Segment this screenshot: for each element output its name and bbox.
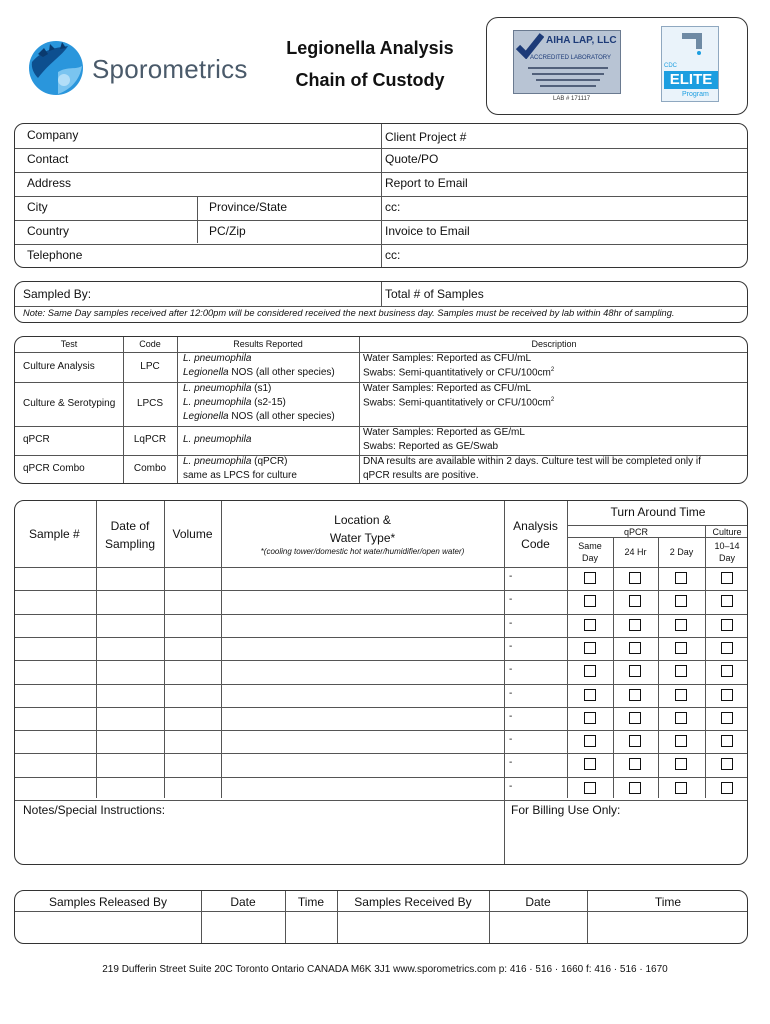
sample-table xyxy=(14,500,748,865)
sample-row[interactable] xyxy=(15,730,747,753)
receive-time-field[interactable] xyxy=(588,912,748,944)
2day-checkbox[interactable] xyxy=(675,619,687,631)
analysis-code-dash: - xyxy=(509,687,513,699)
release-table xyxy=(14,890,748,944)
24hr-checkbox[interactable] xyxy=(629,712,641,724)
24hr-checkbox[interactable] xyxy=(629,782,641,794)
address-label[interactable]: Address xyxy=(27,176,72,190)
10-14-day-checkbox[interactable] xyxy=(721,712,733,724)
sporometrics-logo xyxy=(24,36,248,98)
24hr-checkbox[interactable] xyxy=(629,619,641,631)
col-results-header: Results Reported xyxy=(233,339,303,349)
sample-row[interactable] xyxy=(15,684,747,707)
24hr-checkbox[interactable] xyxy=(629,595,641,607)
same-day-checkbox[interactable] xyxy=(584,619,596,631)
client-info-box xyxy=(14,123,748,268)
sample-row[interactable] xyxy=(15,590,747,613)
province-label[interactable]: Province/State xyxy=(209,200,288,214)
logo-sphere-icon xyxy=(24,36,88,98)
brand-name: Sporometrics xyxy=(92,54,248,84)
test-serotyping-desc1: Water Samples: Reported as CFU/mL xyxy=(363,383,532,394)
footer-address: 219 Dufferin Street Suite 20C Toronto Ontario CANADA M6K 3J1 www.sporometrics.com p: 416 · 516 · 1660 f: 416 · 516 · 1670 xyxy=(102,964,668,975)
elite-main: ELITE xyxy=(664,71,718,89)
col-test-header: Test xyxy=(60,339,78,349)
col-description-header: Description xyxy=(531,339,577,349)
release-time-label: Time xyxy=(297,895,325,909)
test-culture-code: LPC xyxy=(140,361,160,372)
aiha-badge xyxy=(513,30,621,94)
col-same-day-line2: Day xyxy=(581,553,598,563)
col-qpcr-group: qPCR xyxy=(623,527,648,537)
sampling-note: Note: Same Day samples received after 12:00pm will be considered received the next business day. Samples must be received by lab within 48hr of sampling. xyxy=(23,308,675,318)
test-combo-name: qPCR Combo xyxy=(23,463,85,474)
analysis-code-dash: - xyxy=(509,594,513,606)
same-day-checkbox[interactable] xyxy=(584,689,596,701)
receive-time-label: Time xyxy=(654,895,682,909)
form-title-line2: Chain of Custody xyxy=(295,70,445,90)
24hr-checkbox[interactable] xyxy=(629,735,641,747)
test-serotyping-desc2: Swabs: Semi-quantitatively or CFU/$100cm^2$ xyxy=(363,397,555,409)
col-sample-number: Sample # xyxy=(29,527,80,541)
form-title-line1: Legionella Analysis xyxy=(286,38,454,58)
test-culture-desc2: Swabs: Semi-quantitatively or CFU/$100cm^2$ xyxy=(363,367,555,379)
elite-badge xyxy=(661,26,719,102)
test-combo-desc2: qPCR results are positive. xyxy=(363,470,479,481)
test-culture-result1: L. pneumophila xyxy=(183,353,252,364)
zip-label[interactable]: PC/Zip xyxy=(209,224,246,238)
col-location-line1: Location & xyxy=(334,513,391,527)
analysis-code-dash: - xyxy=(509,780,513,792)
notes-label[interactable]: Notes/Special Instructions: xyxy=(23,803,166,817)
2day-checkbox[interactable] xyxy=(675,665,687,677)
received-by-label: Samples Received By xyxy=(354,895,472,909)
sample-rows xyxy=(15,567,747,800)
sample-row[interactable] xyxy=(15,660,747,683)
test-serotyping-code: LPCS xyxy=(136,398,164,409)
same-day-checkbox[interactable] xyxy=(584,665,596,677)
cc1-label[interactable]: cc: xyxy=(385,200,401,214)
col-turnaround-time: Turn Around Time xyxy=(610,505,706,519)
10-14-day-checkbox[interactable] xyxy=(721,735,733,747)
release-time-field[interactable] xyxy=(286,912,337,944)
faucet-icon xyxy=(678,29,706,55)
col-24hr: 24 Hr xyxy=(624,547,647,557)
same-day-checkbox[interactable] xyxy=(584,758,596,770)
report-email-label[interactable]: Report to Email xyxy=(385,176,468,190)
sample-row[interactable] xyxy=(15,614,747,637)
accreditation-box xyxy=(486,17,748,115)
col-analysis-line1: Analysis xyxy=(513,519,558,533)
city-label[interactable]: City xyxy=(27,200,48,214)
sample-row[interactable] xyxy=(15,707,747,730)
analysis-code-dash: - xyxy=(509,734,513,746)
telephone-label[interactable]: Telephone xyxy=(27,248,83,262)
elite-top: CDC xyxy=(664,63,677,69)
24hr-checkbox[interactable] xyxy=(629,665,641,677)
col-analysis-line2: Code xyxy=(521,537,550,551)
10-14-day-checkbox[interactable] xyxy=(721,595,733,607)
test-qpcr-desc2: Swabs: Reported as GE/Swab xyxy=(363,441,499,452)
test-serotyping-result1: L. pneumophila (s1) xyxy=(183,383,272,394)
released-by-label: Samples Released By xyxy=(48,895,168,909)
sampled-by-label[interactable]: Sampled By: xyxy=(23,287,92,301)
sampled-by-box xyxy=(14,281,748,323)
cc2-label[interactable]: cc: xyxy=(385,248,401,262)
same-day-checkbox[interactable] xyxy=(584,712,596,724)
col-code-header: Code xyxy=(139,339,161,349)
2day-checkbox[interactable] xyxy=(675,712,687,724)
aiha-line2: ACCREDITED LABORATORY xyxy=(530,55,612,61)
test-culture-name: Culture Analysis xyxy=(23,361,95,372)
analysis-code-dash: - xyxy=(509,710,513,722)
analysis-code-dash: - xyxy=(509,640,513,652)
release-date-field[interactable] xyxy=(202,912,285,944)
col-1014-line1: 10–14 xyxy=(714,541,740,551)
test-culture-desc1: Water Samples: Reported as CFU/mL xyxy=(363,353,532,364)
quote-label[interactable]: Quote/PO xyxy=(385,152,439,166)
same-day-checkbox[interactable] xyxy=(584,642,596,654)
24hr-checkbox[interactable] xyxy=(629,758,641,770)
10-14-day-checkbox[interactable] xyxy=(721,642,733,654)
col-same-day-line1: Same xyxy=(578,541,602,551)
aiha-lab-id: LAB # 171117 xyxy=(553,96,591,102)
test-qpcr-code: LqPCR xyxy=(133,434,167,445)
receive-date-label: Date xyxy=(525,895,551,909)
col-location-line2: Water Type* xyxy=(329,531,396,545)
sample-row[interactable] xyxy=(15,637,747,660)
same-day-checkbox[interactable] xyxy=(584,735,596,747)
col-culture-group: Culture xyxy=(712,527,742,537)
billing-label: For Billing Use Only: xyxy=(511,803,621,817)
invoice-email-label[interactable]: Invoice to Email xyxy=(385,224,470,238)
company-label[interactable]: Company xyxy=(27,128,79,142)
analysis-code-dash: - xyxy=(509,757,513,769)
test-serotyping-result3: Legionella NOS (all other species) xyxy=(183,411,335,422)
test-qpcr-result1: L. pneumophila xyxy=(183,434,252,445)
2day-checkbox[interactable] xyxy=(675,689,687,701)
10-14-day-checkbox[interactable] xyxy=(721,572,733,584)
test-combo-desc1: DNA results are available within 2 days. Culture test will be completed only if xyxy=(363,456,701,467)
col-2day: 2 Day xyxy=(669,547,694,557)
country-label[interactable]: Country xyxy=(27,224,70,238)
received-by-field[interactable] xyxy=(338,912,489,944)
same-day-checkbox[interactable] xyxy=(584,782,596,794)
sample-row[interactable] xyxy=(15,567,747,590)
test-table xyxy=(14,336,748,484)
analysis-code-dash: - xyxy=(509,664,513,676)
aiha-line1: AIHA LAP, LLC xyxy=(546,35,617,46)
receive-date-field[interactable] xyxy=(490,912,587,944)
release-date-label: Date xyxy=(230,895,256,909)
analysis-code-dash: - xyxy=(509,571,513,582)
released-by-field[interactable] xyxy=(15,912,201,944)
same-day-checkbox[interactable] xyxy=(584,595,596,607)
2day-checkbox[interactable] xyxy=(675,758,687,770)
10-14-day-checkbox[interactable] xyxy=(721,758,733,770)
analysis-code-dash: - xyxy=(509,617,513,629)
client-project-label[interactable]: Client Project # xyxy=(385,130,467,144)
sample-row[interactable] xyxy=(15,777,747,800)
10-14-day-checkbox[interactable] xyxy=(721,782,733,794)
total-samples-label[interactable]: Total # of Samples xyxy=(385,287,484,301)
2day-checkbox[interactable] xyxy=(675,782,687,794)
2day-checkbox[interactable] xyxy=(675,735,687,747)
elite-bottom: Program xyxy=(682,91,709,98)
col-date-line2: Sampling xyxy=(104,537,156,551)
2day-checkbox[interactable] xyxy=(675,642,687,654)
2day-checkbox[interactable] xyxy=(675,595,687,607)
10-14-day-checkbox[interactable] xyxy=(721,689,733,701)
10-14-day-checkbox[interactable] xyxy=(721,619,733,631)
24hr-checkbox[interactable] xyxy=(629,642,641,654)
24hr-checkbox[interactable] xyxy=(629,572,641,584)
24hr-checkbox[interactable] xyxy=(629,689,641,701)
sample-row[interactable] xyxy=(15,753,747,776)
test-combo-result2: same as LPCS for culture xyxy=(183,470,297,481)
test-serotyping-result2: L. pneumophila (s2-15) xyxy=(183,397,286,408)
col-volume: Volume xyxy=(172,527,213,541)
contact-label[interactable]: Contact xyxy=(27,152,69,166)
test-culture-result2: Legionella NOS (all other species) xyxy=(183,367,335,378)
test-qpcr-name: qPCR xyxy=(23,434,50,445)
col-date-line1: Date of xyxy=(110,519,150,533)
same-day-checkbox[interactable] xyxy=(584,572,596,584)
test-combo-code: Combo xyxy=(133,463,167,474)
col-1014-line2: Day xyxy=(718,553,735,563)
2day-checkbox[interactable] xyxy=(675,572,687,584)
test-qpcr-desc1: Water Samples: Reported as GE/mL xyxy=(363,427,525,438)
test-serotyping-name: Culture & Serotyping xyxy=(23,398,116,409)
10-14-day-checkbox[interactable] xyxy=(721,665,733,677)
col-location-note: *(cooling tower/domestic hot water/humidifier/open water) xyxy=(260,547,465,556)
test-combo-result1: L. pneumophila (qPCR) xyxy=(183,456,288,467)
